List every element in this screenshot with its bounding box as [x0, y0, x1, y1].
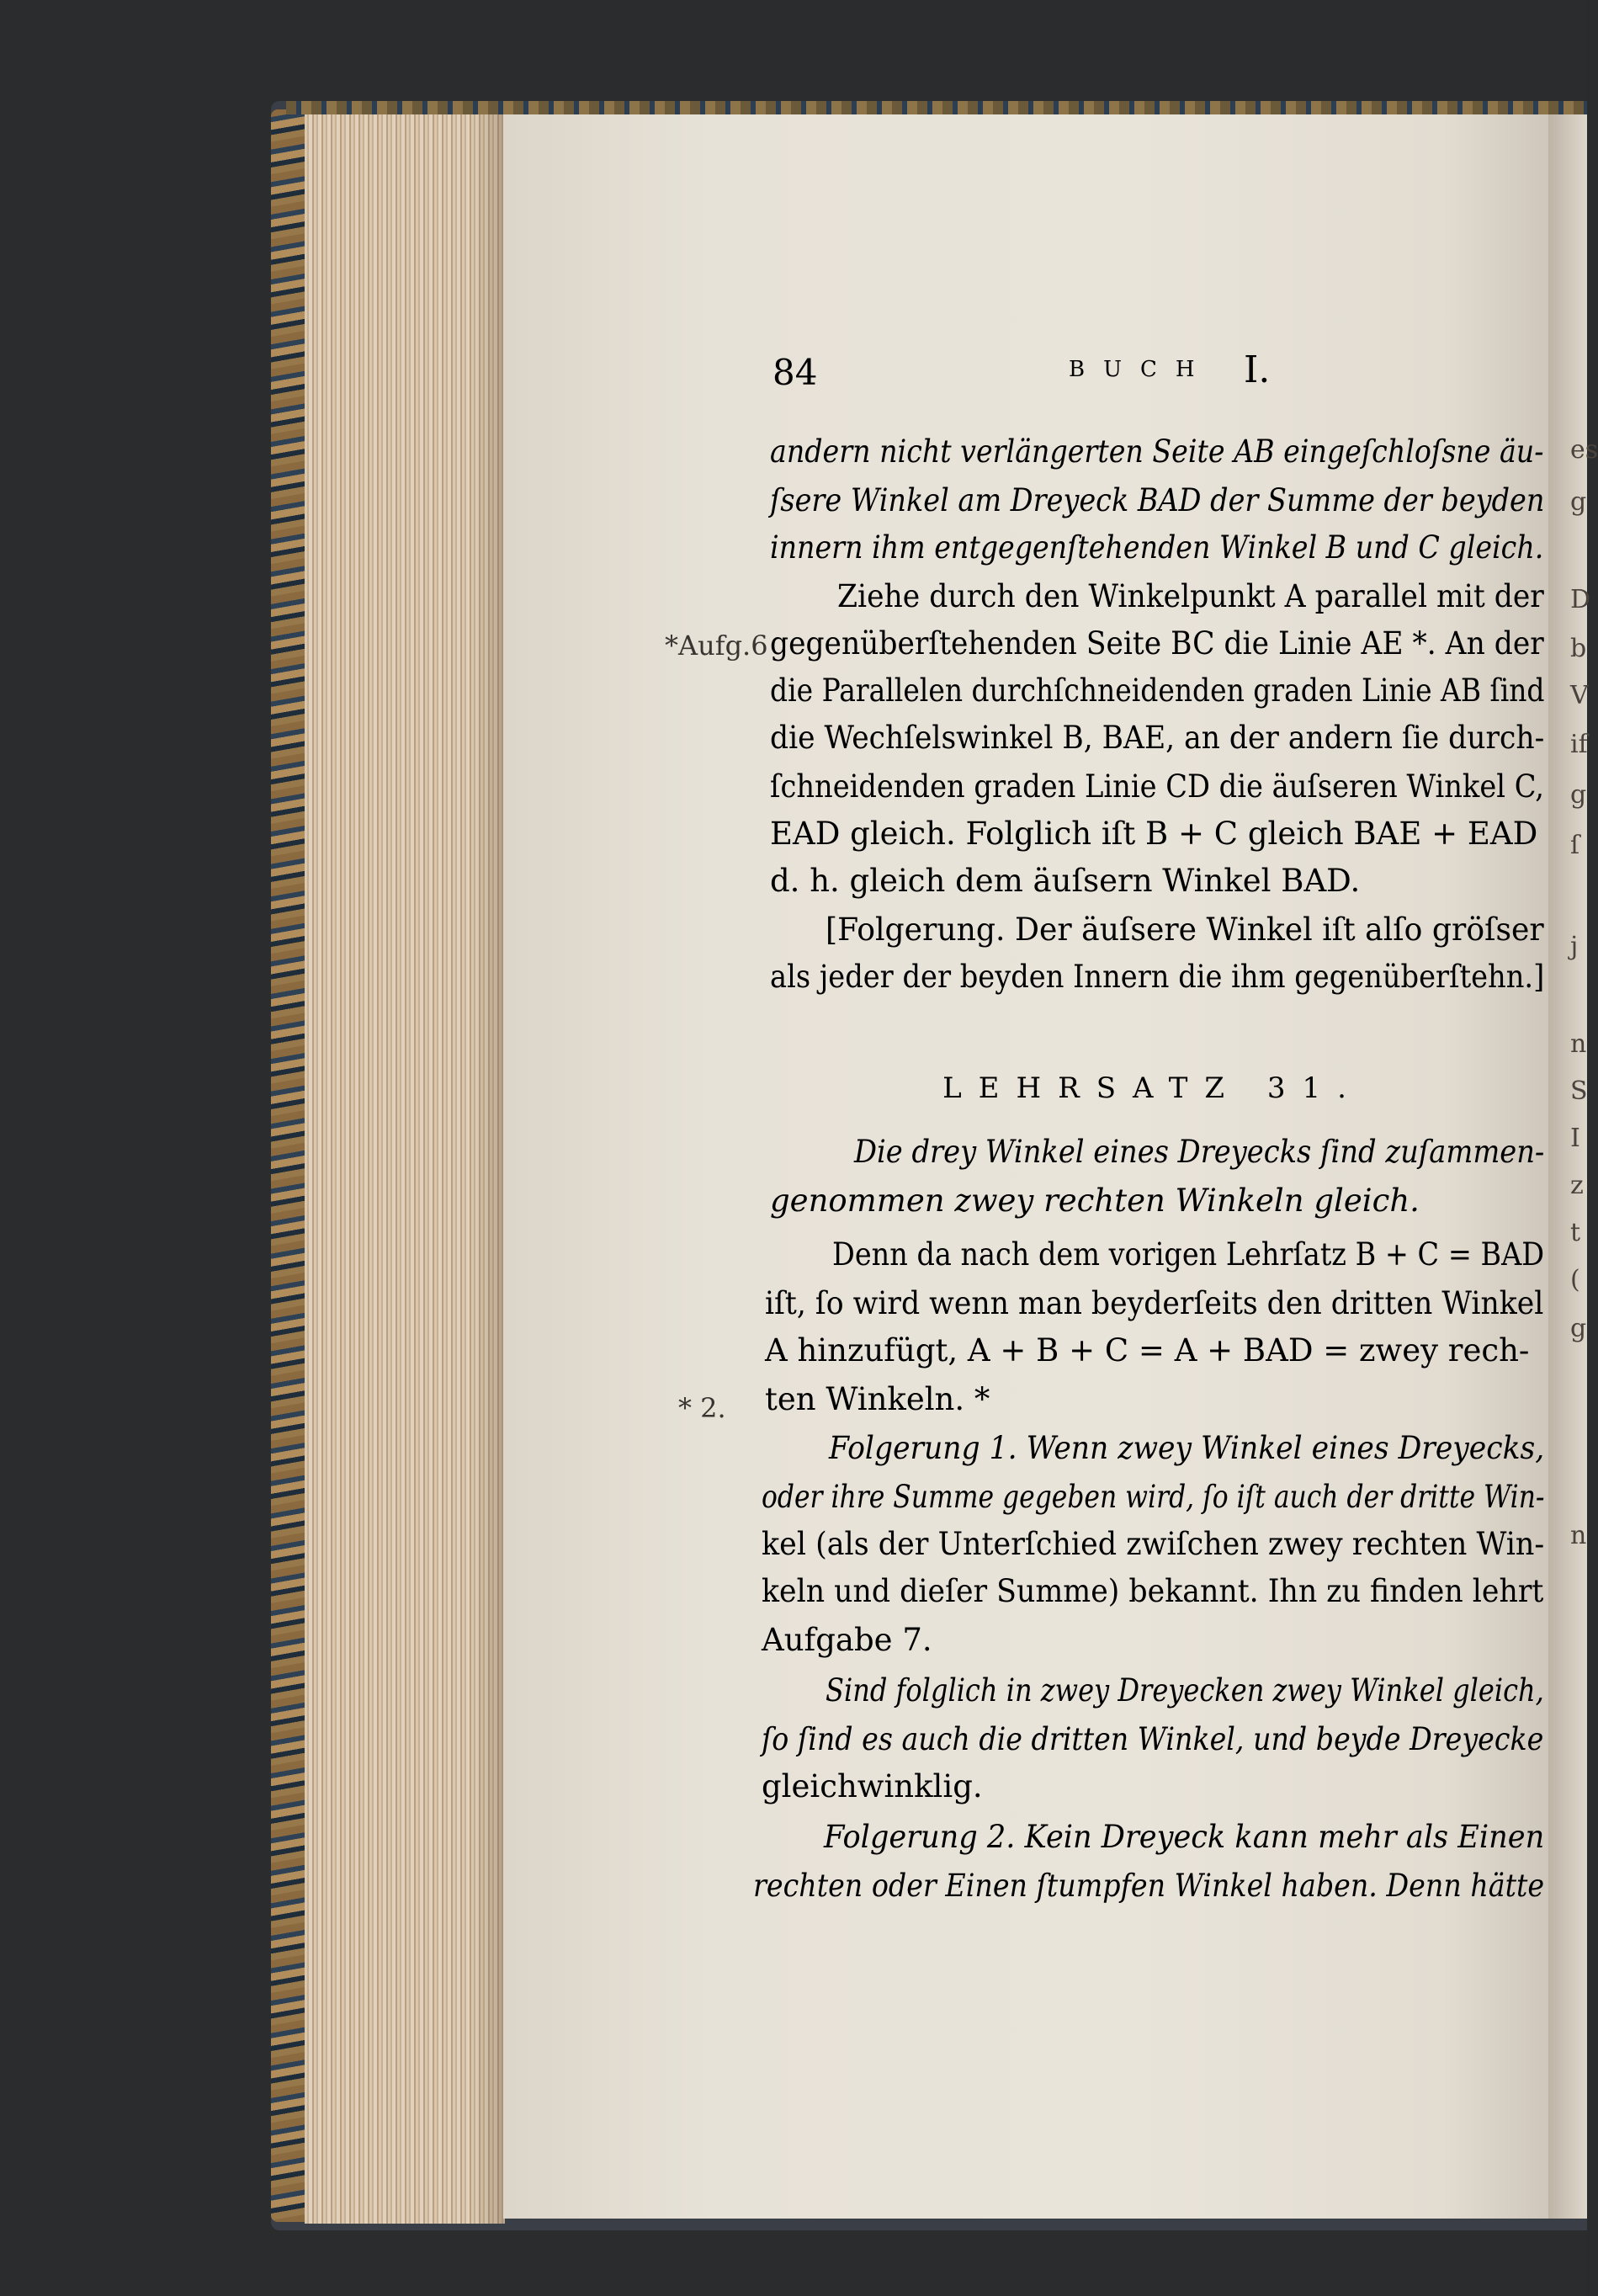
- facing-letter: n: [1570, 1029, 1587, 1059]
- facing-letter: es: [1570, 435, 1598, 465]
- text-line: ſsere Winkel am Dreyeck BAD der Summe der beyden: [770, 482, 1545, 518]
- page-number: 84: [772, 352, 818, 393]
- text-line: d. h. gleich dem äuſsern Winkel BAD.: [770, 863, 1361, 899]
- text-line: oder ihre Summe gegeben wird, ſo iſt auch der dritte Win-: [762, 1479, 1545, 1515]
- text-line: [Folgerung. Der äuſsere Winkel iſt alſo gröſser: [826, 911, 1544, 948]
- text-line: ten Winkeln. *: [765, 1381, 990, 1417]
- text-line: iſt, ſo wird wenn man beyderſeits den dritten Winkel: [765, 1285, 1544, 1321]
- facing-letter: g: [1570, 780, 1587, 810]
- marbled-cover-edge: [271, 109, 306, 2222]
- text-line: gegenüberſtehenden Seite BC die Linie AE *. An der: [770, 625, 1544, 662]
- text-line: Denn da nach dem vorigen Lehrſatz B + C = BAD: [832, 1236, 1545, 1273]
- facing-letter: t: [1570, 1218, 1581, 1247]
- text-line: ſo ſind es auch die dritten Winkel, und beyde Dreyecke: [762, 1721, 1544, 1757]
- text-line: ſchneidenden graden Linie CD die äuſseren Winkel C,: [770, 768, 1544, 805]
- text-line: kel (als der Unterſchied zwiſchen zwey rechten Win-: [762, 1526, 1545, 1562]
- text-line: Die drey Winkel eines Dreyecks ſind zuſammen-: [854, 1134, 1545, 1170]
- text-line: rechten oder Einen ſtumpfen Winkel haben. Denn hätte: [753, 1868, 1545, 1904]
- facing-letter: ſ: [1570, 831, 1580, 860]
- text-line: Sind folglich in zwey Dreyecken zwey Winkel gleich,: [826, 1672, 1544, 1709]
- text-line: die Wechſelswinkel B, BAE, an der andern ſie durch-: [770, 720, 1545, 756]
- facing-letter: S: [1570, 1076, 1588, 1106]
- facing-letter: g: [1570, 487, 1587, 517]
- facing-letter: (: [1570, 1265, 1580, 1294]
- facing-page-edge: [1548, 114, 1587, 2219]
- facing-letter: g: [1570, 1314, 1587, 1343]
- text-line: Ziehe durch den Winkelpunkt A parallel mit der: [837, 578, 1544, 614]
- facing-letter: I: [1570, 1124, 1580, 1153]
- facing-letter: z: [1570, 1171, 1584, 1200]
- text-line: Aufgabe 7.: [762, 1622, 932, 1658]
- margin-note-reference: * 2.: [678, 1392, 726, 1424]
- facing-letter: D: [1570, 585, 1591, 614]
- text-line: Folgerung 1. Wenn zwey Winkel eines Dreyecks,: [829, 1430, 1545, 1466]
- theorem-heading: LEHRSATZ 31.: [942, 1071, 1363, 1105]
- text-line: Folgerung 2. Kein Dreyeck kann mehr als Einen: [824, 1819, 1545, 1855]
- text-line: keln und dieſer Summe) bekannt. Ihn zu finden lehrt: [762, 1573, 1544, 1609]
- marbled-top-edge: [286, 101, 1587, 114]
- text-line: innern ihm entgegenſtehenden Winkel B und C gleich.: [770, 529, 1544, 566]
- facing-letter: b: [1570, 634, 1587, 663]
- page-edges-shadow: [471, 114, 505, 2224]
- text-line: A hinzufügt, A + B + C = A + BAD = zwey rech-: [765, 1332, 1530, 1369]
- text-line: als jeder der beyden Innern die ihm gegenüberſtehn.]: [770, 959, 1545, 995]
- facing-letter: n: [1570, 1521, 1587, 1550]
- facing-letter: V: [1570, 681, 1589, 710]
- text-line: genommen zwey rechten Winkeln gleich.: [770, 1183, 1420, 1219]
- text-line: gleichwinklig.: [762, 1768, 983, 1804]
- margin-note-aufgabe: *Aufg.6: [665, 630, 768, 662]
- text-line: andern nicht verlängerten Seite AB eingeſchloſsne äu-: [770, 433, 1544, 470]
- running-title: BUCH: [1069, 357, 1213, 382]
- facing-letter: j: [1570, 932, 1579, 961]
- book-number: I.: [1244, 348, 1271, 391]
- facing-letter: if: [1570, 730, 1588, 759]
- text-line: EAD gleich. Folglich iſt B + C gleich BAE + EAD: [770, 816, 1538, 852]
- text-line: die Parallelen durchſchneidenden graden Linie AB ſind: [770, 672, 1545, 709]
